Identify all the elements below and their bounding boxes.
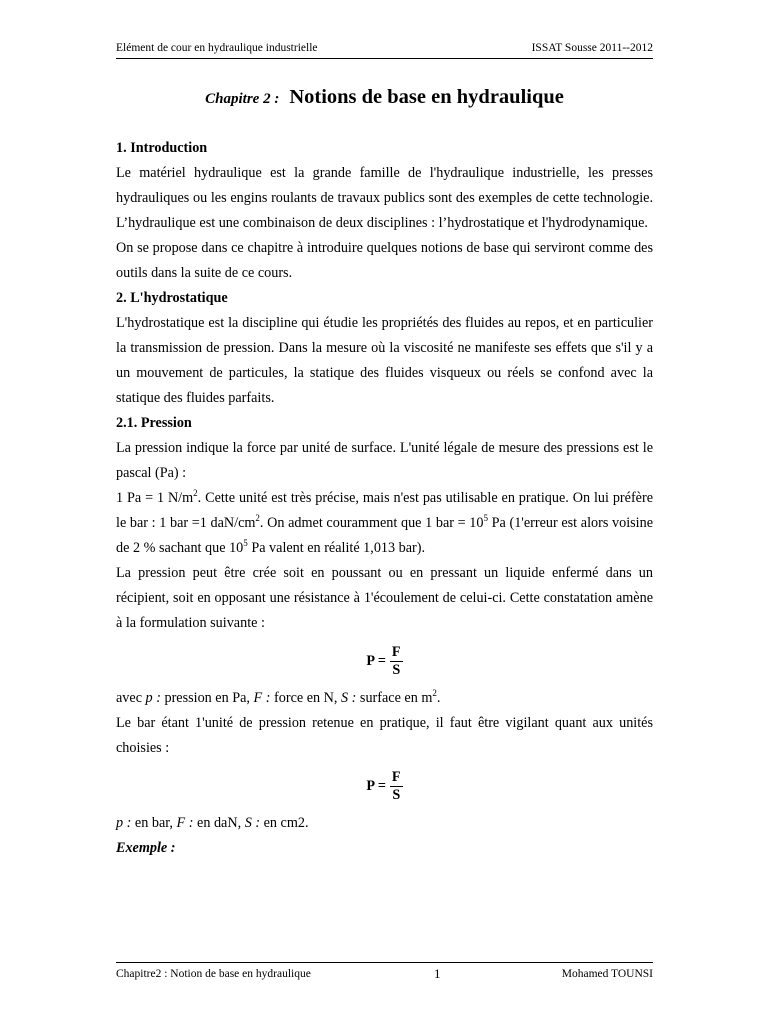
text-segment: en daN, <box>193 815 245 831</box>
superscript: 2 <box>432 688 437 698</box>
chapter-title <box>116 86 653 109</box>
text-segment: en bar, <box>131 815 177 831</box>
formula-denominator: S <box>392 661 401 678</box>
formula-fraction <box>390 644 403 679</box>
variable-p: p : <box>116 815 132 831</box>
section-heading-introduction: 1. Introduction <box>116 140 208 156</box>
page-header <box>116 38 653 59</box>
superscript: 2 <box>193 488 198 498</box>
variable-f: F : <box>176 815 194 831</box>
formula-numerator: F <box>391 643 401 660</box>
page-number: 1 <box>434 966 441 981</box>
footer-author: Mohamed TOUNSI <box>561 968 653 980</box>
variable-p: p : <box>145 690 161 706</box>
text-segment: . On admet couramment que 1 bar = 10 <box>259 515 484 531</box>
paragraph-intro-1: Le matériel hydraulique est la grande famille de l'hydraulique industrielle, les presses hydrauliques ou les engins roulants de travaux publics sont des exemples de cette technologie. L’hydraulique est une combinaison de deux disciplines : l’hydrostatique et l'hydrodynamique. <box>116 165 653 231</box>
variable-f: F : <box>253 690 271 706</box>
header-institution: ISSAT Sousse 2011--2012 <box>531 42 653 54</box>
formula-lhs: P = <box>366 652 386 669</box>
footer-chapter-title: Chapitre2 : Notion de base en hydraulique <box>116 968 311 980</box>
paragraph-pression-units <box>116 486 653 561</box>
text-segment: en cm2. <box>260 815 309 831</box>
formula-fraction <box>390 769 403 804</box>
superscript: 2 <box>255 513 260 523</box>
paragraph-hydrostatique: L'hydrostatique est la discipline qui étudie les propriétés des fluides au repos, et en particulier la transmission de pression. Dans la mesure où la viscosité ne manifeste ses effets que s'il y a un mouvement de particules, la statique des fluides visqueux ou réels se confond avec la statique des fluides parfaits. <box>116 315 653 406</box>
text-segment: 1 Pa = 1 N/m <box>116 490 194 506</box>
section-heading-hydrostatique: 2. L'hydrostatique <box>116 290 228 306</box>
formula-numerator: F <box>391 768 401 785</box>
text-segment: surface en m <box>356 690 433 706</box>
chapter-heading: Notions de base en hydraulique <box>289 86 564 108</box>
page-footer <box>116 962 653 985</box>
section-heading-pression: 2.1. Pression <box>116 415 192 431</box>
text-segment: . Cette unité est très précise, mais n'est pas utilisable en pratique. On lui préfère le bar : 1 bar =1 daN/cm <box>116 490 653 531</box>
formula-pressure-bar <box>116 761 653 811</box>
example-label: Exemple : <box>116 840 176 856</box>
chapter-label: Chapitre 2 : <box>205 91 280 107</box>
variable-s: S : <box>341 690 357 706</box>
paragraph-bar-units: Le bar étant 1'unité de pression retenue en pratique, il faut être vigilant quant aux unités choisies : <box>116 715 653 756</box>
text-segment: pression en Pa, <box>160 690 254 706</box>
paragraph-pression-definition: La pression indique la force par unité de surface. L'unité légale de mesure des pressions est le pascal (Pa) : <box>116 440 653 481</box>
paragraph-variables-si <box>116 686 653 711</box>
formula-lhs: P = <box>366 777 386 794</box>
text-segment: Pa valent en réalité 1,013 bar). <box>247 540 426 556</box>
formula-denominator: S <box>392 786 401 803</box>
document-body <box>116 136 653 861</box>
paragraph-pression-creation: La pression peut être crée soit en poussant ou en pressant un liquide enfermé dans un récipient, soit en opposant une résistance à 1'écoulement de celui-ci. Cette constatation amène à la formulation suivante : <box>116 565 653 631</box>
formula-pressure-si <box>116 636 653 686</box>
paragraph-intro-2: On se propose dans ce chapitre à introduire quelques notions de base qui serviront comme des outils dans la suite de ce cours. <box>116 240 653 281</box>
text-segment: Pa (1'erreur est alors voisine de 2 % sachant que 10 <box>116 515 653 556</box>
text-segment: avec <box>116 690 146 706</box>
text-segment: . <box>436 690 441 706</box>
paragraph-variables-bar <box>116 811 653 836</box>
superscript: 5 <box>483 513 488 523</box>
superscript: 5 <box>243 538 248 548</box>
text-segment: force en N, <box>270 690 341 706</box>
header-course-title: Elément de cour en hydraulique industrielle <box>116 42 318 54</box>
variable-s: S : <box>244 815 261 831</box>
